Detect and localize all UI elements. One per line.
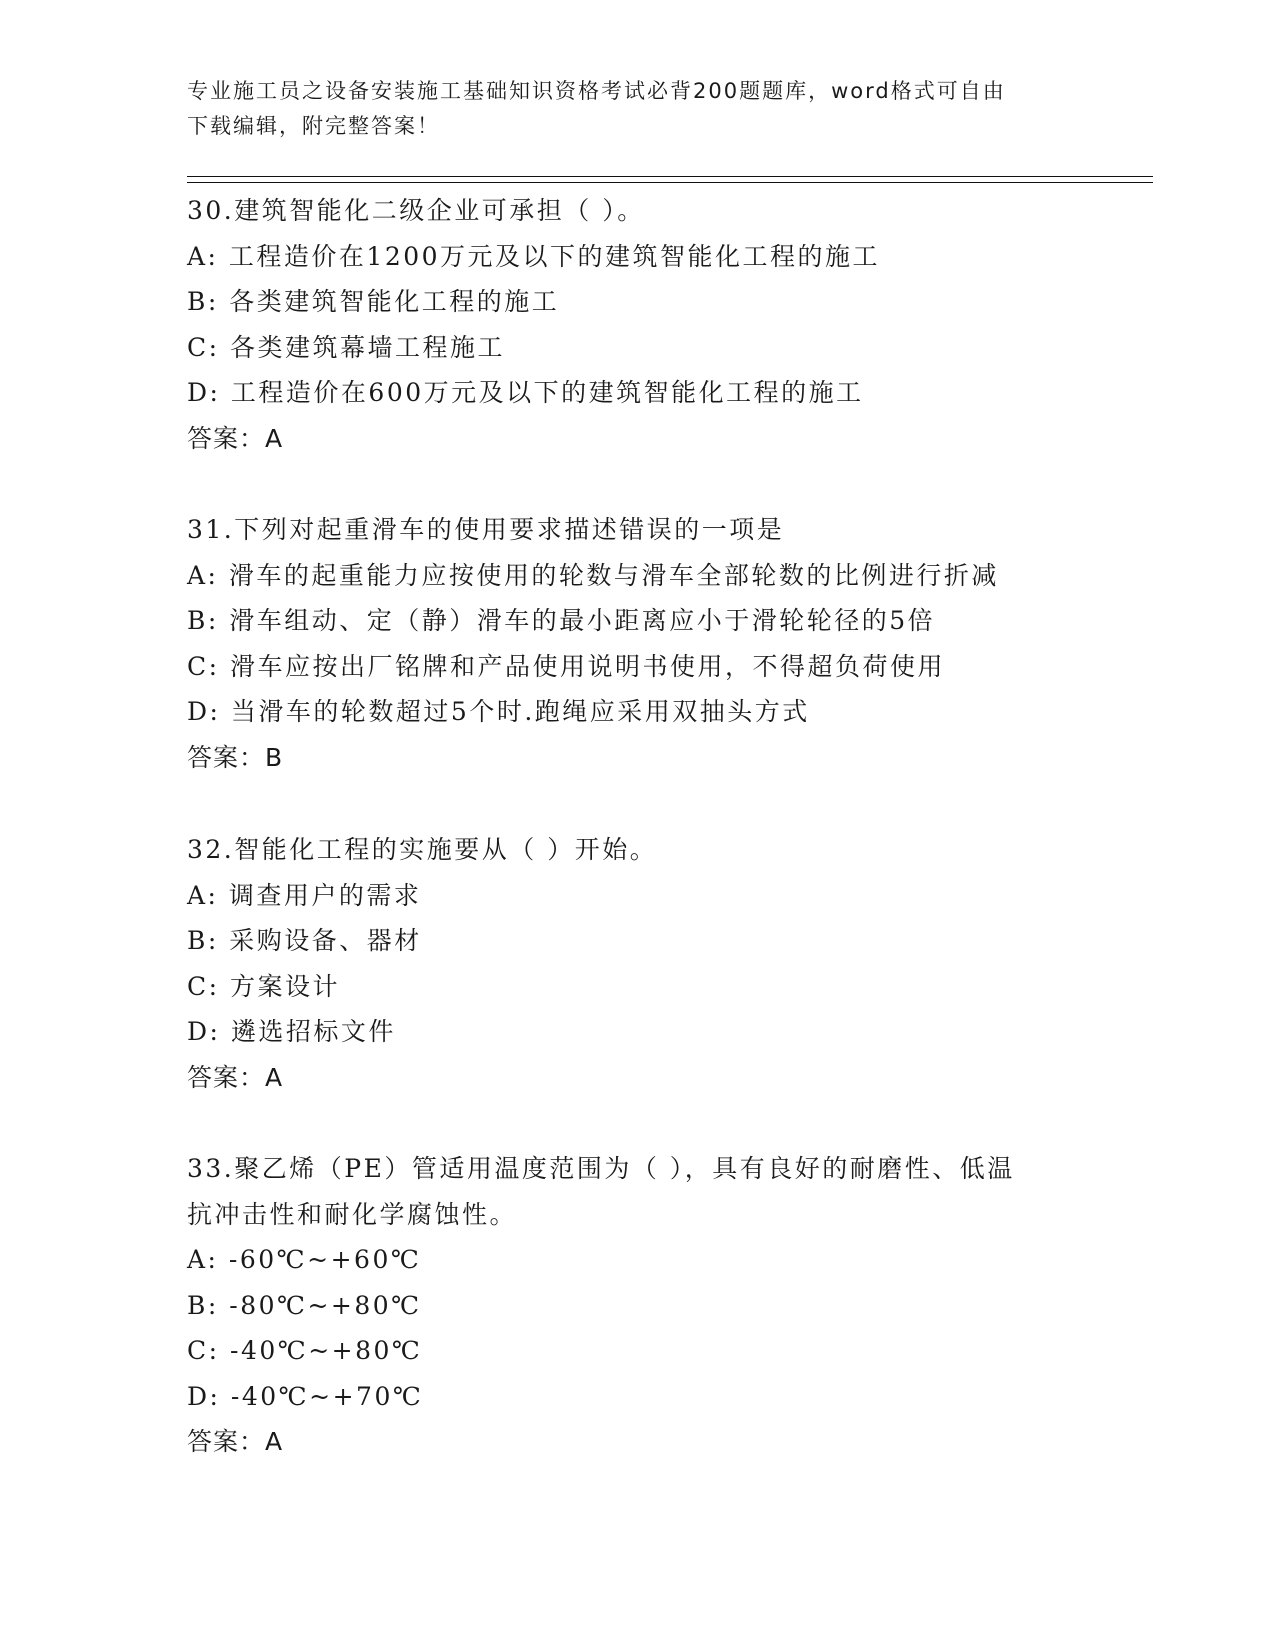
option-d: D: -40℃~+70℃: [187, 1381, 424, 1411]
document-header: [187, 74, 1067, 144]
question-stem-line-1: 33.聚乙烯（PE）管适用温度范围为（ ），具有良好的耐磨性、低温: [187, 1154, 1015, 1183]
question-stem: 30.建筑智能化二级企业可承担（ ）。: [187, 196, 645, 225]
question-31: [187, 507, 1087, 780]
answer-line: 答案：B: [187, 742, 284, 772]
option-b: B: 滑车组动、定（静）滑车的最小距离应小于滑轮轮径的5倍: [187, 606, 936, 635]
option-c: C: -40℃~+80℃: [187, 1336, 423, 1365]
option-c: C: 各类建筑幕墙工程施工: [187, 332, 505, 362]
option-a: A: -60℃~+60℃: [187, 1245, 422, 1274]
option-d: D: 遴选招标文件: [187, 1017, 396, 1046]
header-divider-top: [187, 176, 1153, 177]
answer-line: 答案：A: [187, 1062, 284, 1092]
question-30: [187, 188, 1087, 461]
option-a: A: 工程造价在1200万元及以下的建筑智能化工程的施工: [187, 241, 881, 271]
question-stem: 32.智能化工程的实施要从（ ）开始。: [187, 835, 658, 864]
option-d: D: 当滑车的轮数超过5个时.跑绳应采用双抽头方式: [187, 697, 810, 726]
question-32: [187, 827, 1087, 1100]
question-stem: 31.下列对起重滑车的使用要求描述错误的一项是: [187, 515, 785, 544]
header-text-line-1: 专业施工员之设备安装施工基础知识资格考试必背200题题库，word格式可自由: [187, 79, 1006, 103]
header-text-line-2: 下载编辑，附完整答案！: [187, 114, 440, 138]
option-b: B: -80℃~+80℃: [187, 1290, 422, 1320]
answer-line: 答案：A: [187, 1427, 284, 1456]
option-b: B: 采购设备、器材: [187, 926, 422, 955]
question-33: [187, 1146, 1087, 1465]
option-b: B: 各类建筑智能化工程的施工: [187, 287, 560, 316]
option-a: A: 调查用户的需求: [187, 880, 422, 910]
question-stem-line-2: 抗冲击性和耐化学腐蚀性。: [187, 1199, 518, 1229]
option-c: C: 滑车应按出厂铭牌和产品使用说明书使用，不得超负荷使用: [187, 651, 946, 681]
option-c: C: 方案设计: [187, 971, 340, 1001]
option-a: A: 滑车的起重能力应按使用的轮数与滑车全部轮数的比例进行折减: [187, 560, 999, 590]
answer-line: 答案：A: [187, 423, 284, 453]
option-d: D: 工程造价在600万元及以下的建筑智能化工程的施工: [187, 378, 864, 407]
header-divider-bottom: [187, 182, 1153, 183]
